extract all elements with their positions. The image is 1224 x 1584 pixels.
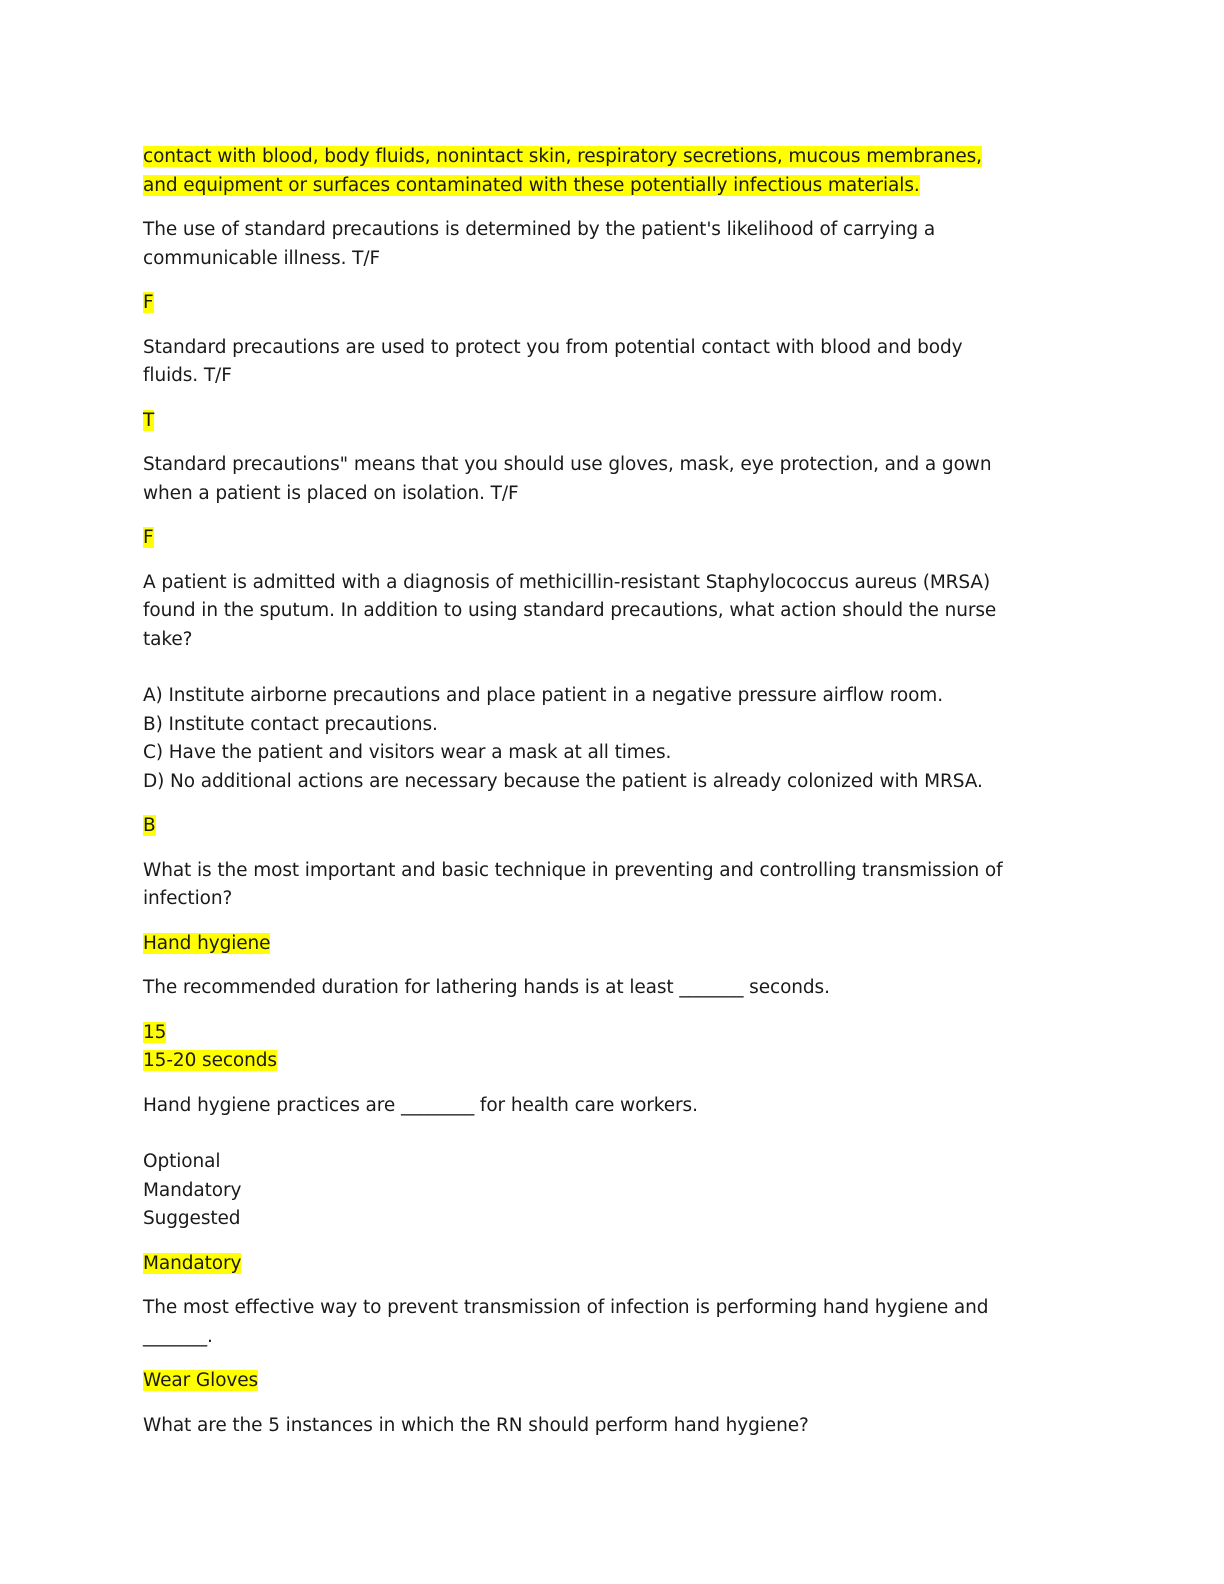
question-line: found in the sputum. In addition to using standard precautions, what action should the nurse	[143, 600, 997, 621]
answer-block	[143, 143, 1073, 200]
highlighted-answer-line: Mandatory	[143, 1252, 242, 1274]
answer-block	[143, 1250, 1073, 1279]
question-block	[143, 569, 1073, 797]
question-line: Hand hygiene practices are ________ for health care workers.	[143, 1094, 698, 1116]
option-line: Suggested	[143, 1208, 241, 1229]
option-line: C) Have the patient and visitors wear a mask at all times.	[143, 742, 672, 763]
question-line: take?	[143, 628, 193, 650]
question-line: communicable illness. T/F	[143, 247, 381, 269]
answer-block	[143, 524, 1073, 553]
question-line: when a patient is placed on isolation. T/F	[143, 482, 519, 504]
question-block	[143, 1092, 1073, 1234]
highlighted-answer-line: contact with blood, body fluids, nonintact skin, respiratory secretions, mucous membranes,	[143, 146, 982, 167]
question-line: The most effective way to prevent transmission of infection is performing hand hygiene and	[143, 1297, 989, 1318]
option-line: Optional	[143, 1151, 221, 1172]
option-line: A) Institute airborne precautions and place patient in a negative pressure airflow room.	[143, 685, 943, 706]
answer-block	[143, 930, 1073, 959]
question-line: infection?	[143, 888, 233, 909]
document-body	[143, 143, 1073, 1456]
answer-block	[143, 1019, 1073, 1076]
question-line: _______.	[143, 1325, 213, 1347]
highlighted-answer-line: 15-20 seconds	[143, 1050, 277, 1071]
spacer	[143, 1120, 1073, 1148]
answer-block	[143, 407, 1073, 436]
highlighted-answer-line: 15	[143, 1021, 167, 1043]
option-line: D) No additional actions are necessary because the patient is already colonized with MRSA.	[143, 770, 983, 792]
question-block	[143, 451, 1073, 508]
question-block	[143, 334, 1073, 391]
highlighted-answer-line: B	[143, 815, 156, 836]
question-line: Standard precautions" means that you should use gloves, mask, eye protection, and a gown	[143, 454, 992, 475]
question-block	[143, 974, 1073, 1003]
highlighted-answer-line: Hand hygiene	[143, 932, 271, 954]
question-block	[143, 1412, 1073, 1441]
highlighted-answer-line: and equipment or surfaces contaminated with these potentially infectious materials.	[143, 174, 920, 196]
highlighted-answer-line: T	[143, 409, 155, 431]
option-line: B) Institute contact precautions.	[143, 713, 438, 735]
question-line: The recommended duration for lathering hands is at least _______ seconds.	[143, 977, 830, 998]
highlighted-answer-line: F	[143, 527, 154, 548]
question-line: What are the 5 instances in which the RN should perform hand hygiene?	[143, 1414, 809, 1436]
question-block	[143, 216, 1073, 273]
answer-block	[143, 812, 1073, 841]
highlighted-answer-line: Wear Gloves	[143, 1370, 259, 1391]
question-block	[143, 1294, 1073, 1351]
question-line: fluids. T/F	[143, 365, 232, 386]
question-line: A patient is admitted with a diagnosis of methicillin-resistant Staphylococcus aureus (MRSA)	[143, 571, 991, 593]
question-line: The use of standard precautions is determined by the patient's likelihood of carrying a	[143, 219, 936, 240]
highlighted-answer-line: F	[143, 292, 154, 313]
question-block	[143, 857, 1073, 914]
question-line: What is the most important and basic technique in preventing and controlling transmission of	[143, 859, 1003, 881]
question-line: Standard precautions are used to protect you from potential contact with blood and body	[143, 336, 963, 358]
spacer	[143, 654, 1073, 682]
option-line: Mandatory	[143, 1179, 242, 1201]
answer-block	[143, 289, 1073, 318]
answer-block	[143, 1367, 1073, 1396]
